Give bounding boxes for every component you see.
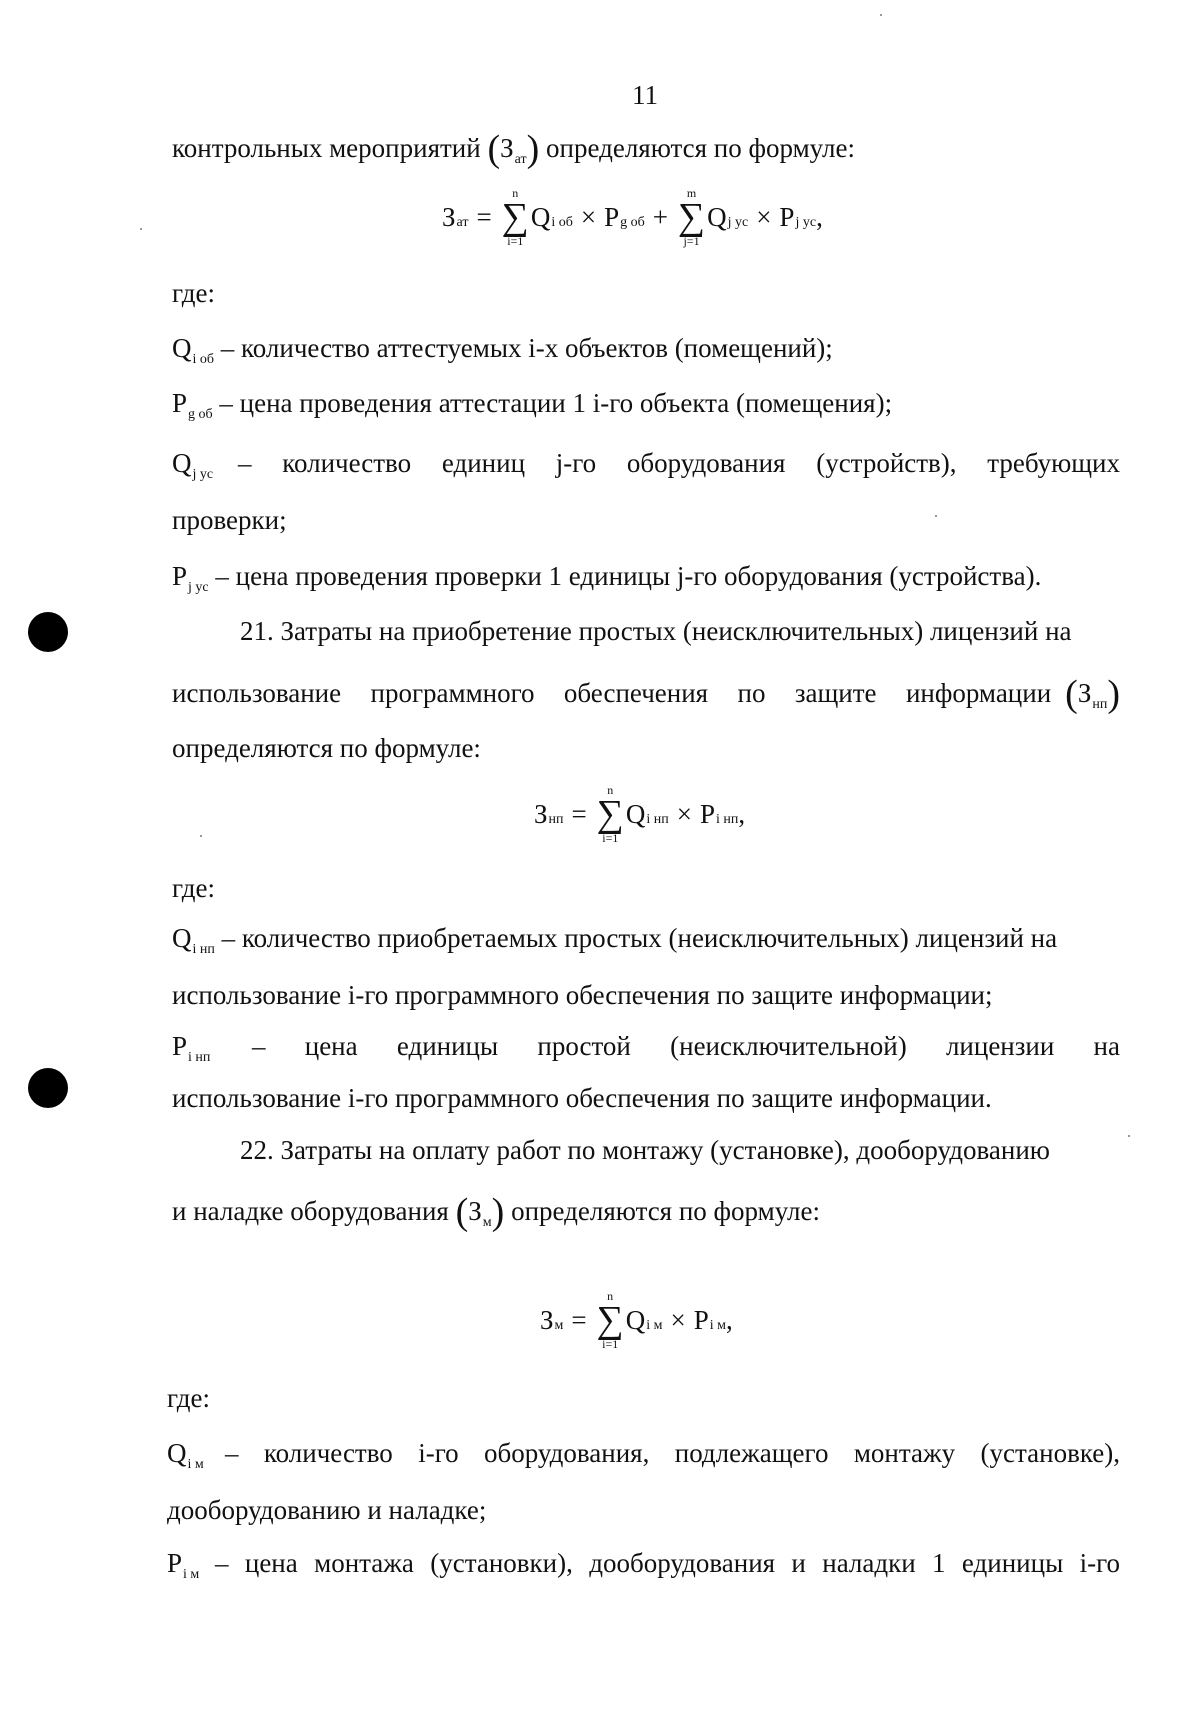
intro-symbol: З	[500, 133, 514, 163]
def-symbol-sub: i об	[192, 352, 215, 367]
formula2-b: P	[699, 798, 715, 829]
item22-line2	[172, 1193, 820, 1231]
definition-q-jus	[172, 448, 1120, 482]
paren-open: (	[1065, 673, 1078, 715]
item22-line2a: и наладке оборудования	[172, 1196, 449, 1226]
sum-symbol-3	[597, 784, 624, 844]
intro-text: контрольных мероприятий	[172, 133, 481, 163]
formula1-lhs-sub: ат	[456, 215, 469, 231]
def-symbol-sub: i м	[187, 1457, 204, 1472]
sum3-upper: n	[607, 783, 614, 797]
def-text: – цена единицы простой (неисключительной) лицензии на	[252, 1031, 1120, 1061]
def-symbol-sub: i нп	[188, 1050, 211, 1065]
def-text: – цена монтажа (установки), дооборудования и наладки 1 единицы i-го	[215, 1548, 1120, 1578]
paren-open: (	[455, 1191, 469, 1233]
sum-symbol-4	[597, 1290, 624, 1350]
sum-symbol-1	[502, 187, 529, 247]
def-symbol-sub: j ус	[188, 580, 209, 595]
formula3-lhs: З	[540, 1304, 554, 1335]
formula3-b: P	[693, 1304, 709, 1335]
formula1-plus: +	[652, 201, 668, 232]
formula3-eq: =	[571, 1304, 587, 1335]
where-label-3: где:	[167, 1383, 210, 1413]
scan-speck	[200, 835, 202, 837]
scan-speck	[935, 515, 937, 517]
formula1-t2b: P	[779, 201, 795, 232]
formula2-times: ×	[676, 798, 692, 829]
sum1-lower: i=1	[507, 234, 524, 249]
sum1-upper: n	[512, 186, 519, 200]
def-symbol: P	[172, 561, 188, 591]
definition-p-jus	[172, 561, 1042, 595]
formula2-b-sub: i нп	[715, 812, 739, 828]
definition-p-inp	[172, 1031, 1120, 1065]
item21-line1: 21. Затраты на приобретение простых (неисключительных) лицензий на	[240, 616, 1072, 646]
item21-symbol: З	[1077, 678, 1092, 708]
def-text: – цена проведения проверки 1 единицы j-го оборудования (устройства).	[215, 561, 1042, 591]
definition-p-im	[167, 1548, 1120, 1582]
paren-close: )	[526, 128, 540, 170]
formula1-t2b-sub: j ус	[795, 215, 817, 231]
formula1-t1b-sub: g об	[620, 215, 645, 231]
def-symbol-sub: j ус	[192, 467, 214, 482]
sum4-upper: n	[607, 1289, 614, 1303]
formula2-tail: ,	[738, 798, 746, 829]
definition-q-inp	[172, 923, 1058, 957]
sigma-icon: ∑	[501, 196, 529, 238]
def-symbol-sub: g об	[188, 407, 213, 422]
item21-line3: определяются по формуле:	[172, 733, 481, 763]
formula1-times1: ×	[580, 201, 597, 232]
formula-licenses	[534, 784, 745, 844]
formula3-a: Q	[625, 1304, 646, 1335]
paren-open: (	[487, 128, 501, 170]
formula-installation	[540, 1290, 733, 1350]
where-label-2: где:	[172, 873, 215, 903]
formula1-lhs: З	[442, 201, 456, 232]
definition-q-im-cont: дооборудованию и наладке;	[167, 1495, 487, 1525]
formula3-b-sub: i м	[709, 1318, 726, 1334]
sum3-lower: i=1	[602, 831, 619, 846]
formula2-lhs-sub: нп	[548, 812, 564, 828]
def-text: – цена проведения аттестации 1 i-го объекта (помещения);	[219, 388, 893, 418]
formula3-times: ×	[670, 1304, 686, 1335]
def-symbol: P	[167, 1548, 183, 1578]
formula2-a-sub: i нп	[646, 812, 669, 828]
def-symbol: P	[172, 388, 188, 418]
where-label-1: где:	[172, 278, 215, 308]
formula1-t2a: Q	[707, 201, 727, 232]
formula3-lhs-sub: м	[554, 1318, 564, 1334]
page-number: 11	[632, 80, 658, 110]
formula1-t1a-sub: i об	[551, 215, 573, 231]
formula1-t2a-sub: j ус	[727, 215, 749, 231]
sum2-upper: m	[686, 186, 697, 200]
def-symbol: P	[172, 1031, 188, 1061]
def-symbol: Q	[172, 448, 192, 478]
formula-attestation	[442, 187, 823, 247]
def-symbol-sub: i нп	[192, 942, 215, 957]
formula1-tail: ,	[816, 201, 823, 232]
sigma-icon: ∑	[677, 196, 706, 238]
sum4-lower: i=1	[602, 1337, 619, 1352]
paren-close: )	[1107, 673, 1120, 715]
def-text: – количество i-го оборудования, подлежащего монтажу (установке),	[225, 1438, 1120, 1468]
scan-speck	[880, 14, 882, 16]
item22-symbol-sub: м	[482, 1215, 492, 1230]
def-text: – количество единиц j-го оборудования (устройств), требующих	[238, 448, 1120, 478]
hole-punch-top	[28, 612, 68, 652]
def-text: – количество аттестуемых i-х объектов (помещений);	[220, 333, 833, 363]
definition-q-im	[167, 1438, 1120, 1472]
formula3-a-sub: i м	[646, 1318, 663, 1334]
intro-after: определяются по формуле:	[546, 133, 855, 163]
def-symbol-sub: i м	[183, 1567, 200, 1582]
intro-line	[172, 130, 855, 168]
sum-symbol-2	[678, 187, 705, 247]
definition-p-inp-cont: использование i-го программного обеспечения по защите информации.	[172, 1083, 992, 1113]
item21-line2-text: использование программного обеспечения по защите информации	[172, 678, 1052, 708]
item22-symbol: З	[468, 1196, 482, 1226]
formula1-t1a: Q	[530, 201, 551, 232]
item22-line1: 22. Затраты на оплату работ по монтажу (установке), дооборудованию	[240, 1135, 1050, 1165]
hole-punch-bottom	[28, 1068, 68, 1108]
intro-symbol-sub: ат	[514, 152, 527, 167]
item21-line2	[172, 675, 1120, 713]
definition-q-inp-cont: использование i-го программного обеспечения по защите информации;	[172, 980, 993, 1010]
sigma-icon: ∑	[596, 793, 624, 835]
formula1-times2: ×	[756, 201, 772, 232]
sigma-icon: ∑	[596, 1299, 624, 1341]
formula1-t1b: P	[604, 201, 620, 232]
def-symbol: Q	[167, 1438, 187, 1468]
def-text: – количество приобретаемых простых (неисключительных) лицензий на	[221, 923, 1058, 953]
scan-speck	[1128, 1135, 1130, 1137]
formula2-lhs: З	[534, 798, 548, 829]
definition-q-iob	[172, 333, 833, 367]
definition-p-gob	[172, 388, 893, 422]
item22-line2b: определяются по формуле:	[511, 1196, 820, 1226]
formula2-eq: =	[571, 798, 587, 829]
formula1-eq: =	[476, 201, 492, 232]
formula2-a: Q	[625, 798, 646, 829]
formula3-tail: ,	[725, 1304, 733, 1335]
sum2-lower: j=1	[683, 234, 700, 249]
item21-symbol-sub: нп	[1092, 697, 1108, 712]
def-symbol: Q	[172, 923, 192, 953]
def-symbol: Q	[172, 333, 192, 363]
definition-q-jus-cont: проверки;	[172, 505, 287, 535]
scan-speck	[140, 228, 142, 230]
paren-close: )	[491, 1191, 505, 1233]
